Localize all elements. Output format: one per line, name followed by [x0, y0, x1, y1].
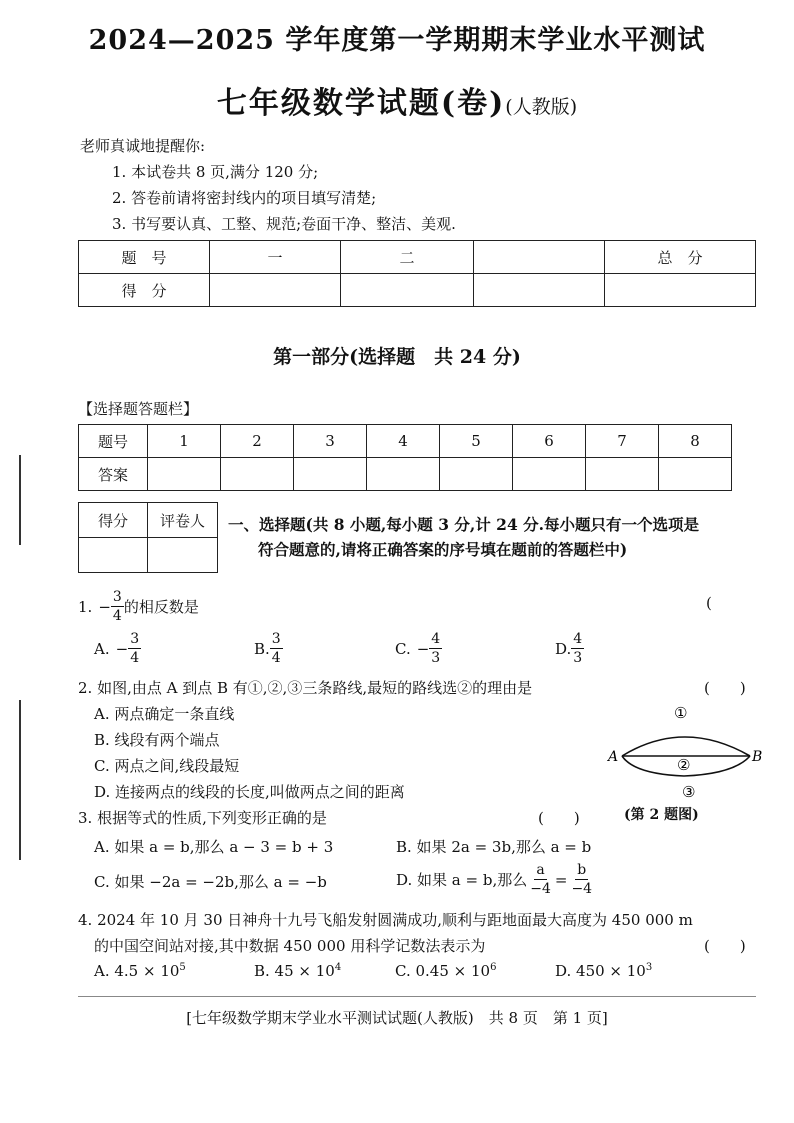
- answer-paren: ( ): [704, 679, 746, 697]
- fraction: [128, 630, 141, 667]
- answer-cell[interactable]: [586, 458, 659, 491]
- option-text: D. 如果 a = b,那么: [396, 871, 528, 889]
- exam-title: 2024—2025 学年度第一学期期末学业水平测试: [88, 25, 706, 56]
- answer-number: 1: [148, 425, 221, 458]
- denominator: 4: [130, 650, 140, 666]
- answer-number: 7: [586, 425, 659, 458]
- question-4-stem: 4. 2024 年 10 月 30 日神舟十九号飞船发射圆满成功,顺利与距地面最大高度为 450 000 m: [78, 911, 693, 929]
- answer-number: 2: [221, 425, 294, 458]
- answer-number: 3: [294, 425, 367, 458]
- notice-item: 1. 本试卷共 8 页,满分 120 分;: [112, 163, 319, 181]
- score-row-label: 得 分: [79, 274, 210, 307]
- score-cell[interactable]: [341, 274, 474, 307]
- score-header-cell: 题 号: [79, 241, 210, 274]
- score-table: [78, 240, 756, 307]
- grader-score-label: 得分: [79, 503, 148, 538]
- grader-score-cell[interactable]: [79, 538, 148, 573]
- answer-cell[interactable]: [367, 458, 440, 491]
- route-1-label: ①: [674, 704, 688, 722]
- answer-table: [78, 424, 732, 491]
- exponent: 6: [490, 962, 497, 973]
- question-text: 的相反数是: [123, 598, 199, 616]
- option-a[interactable]: A. 如果 a = b,那么 a − 3 = b + 3: [94, 838, 334, 856]
- option-b[interactable]: B. 如果 2a = 3b,那么 a = b: [396, 838, 592, 856]
- equals-sign: =: [554, 870, 568, 889]
- fraction: [429, 630, 442, 667]
- notice-intro: 老师真诚地提醒你:: [80, 137, 206, 155]
- option-text: C. 0.45 × 10: [395, 962, 491, 980]
- option-label: B.: [254, 639, 270, 658]
- fraction: [530, 861, 551, 898]
- numerator: 3: [271, 631, 281, 647]
- grader-reviewer-label: 评卷人: [148, 503, 218, 538]
- section-line: 一、选择题(共 8 小题,每小题 3 分,计 24 分.每小题只有一个选项是: [228, 515, 700, 534]
- answer-paren: ( ): [704, 937, 746, 955]
- option-label: C.: [395, 639, 411, 658]
- option-d[interactable]: [555, 962, 652, 980]
- exponent: 4: [334, 962, 342, 973]
- option-a[interactable]: [94, 630, 141, 667]
- question-2-stem: 2. 如图,由点 A 到点 B 有①,②,③三条路线,最短的路线选②的理由是: [78, 679, 533, 697]
- score-header-cell: 总 分: [605, 241, 756, 274]
- answer-cell[interactable]: [148, 458, 221, 491]
- section-line: 符合题意的,请将正确答案的序号填在题前的答题栏中): [258, 540, 628, 559]
- denominator: 4: [271, 650, 281, 666]
- edition-label: (人教版): [505, 96, 578, 118]
- fraction: [571, 861, 592, 898]
- numerator: a: [536, 862, 545, 878]
- part-title: 第一部分(选择题 共 24 分): [273, 346, 521, 368]
- footer-divider: [78, 996, 756, 997]
- minus-sign: −: [416, 639, 430, 658]
- option-c[interactable]: [395, 630, 442, 667]
- point-a-label: A: [608, 749, 619, 765]
- answer-number: 8: [659, 425, 732, 458]
- score-cell[interactable]: [210, 274, 341, 307]
- answer-cell[interactable]: [659, 458, 732, 491]
- option-text: A. 4.5 × 10: [94, 962, 180, 980]
- denominator: 4: [112, 608, 122, 624]
- fraction: [270, 630, 283, 667]
- option-b[interactable]: B. 线段有两个端点: [94, 731, 220, 749]
- answer-number: 6: [513, 425, 586, 458]
- fraction: [571, 630, 584, 667]
- answer-paren: (: [706, 594, 712, 612]
- option-b[interactable]: [254, 962, 341, 980]
- option-d[interactable]: D. 连接两点的线段的长度,叫做两点之间的距离: [94, 783, 405, 801]
- option-c[interactable]: [395, 962, 496, 980]
- option-d[interactable]: [396, 861, 592, 898]
- section-instructions: [228, 512, 748, 562]
- numerator: b: [577, 862, 587, 878]
- exam-subtitle: [0, 78, 794, 122]
- score-header-cell: [474, 241, 605, 274]
- question-number: 1.: [78, 597, 93, 616]
- denominator: 3: [431, 650, 441, 666]
- page-footer: [七年级数学期末学业水平测试试题(人教版) 共 8 页 第 1 页]: [186, 1009, 608, 1027]
- option-text: D. 450 × 10: [555, 962, 646, 980]
- exponent: 5: [179, 962, 186, 973]
- score-header-cell: 一: [210, 241, 341, 274]
- option-c[interactable]: C. 两点之间,线段最短: [94, 757, 240, 775]
- score-cell[interactable]: [474, 274, 605, 307]
- question-1-stem: [78, 588, 199, 625]
- fraction: [111, 588, 124, 625]
- option-a[interactable]: [94, 962, 186, 980]
- figure-caption: (第 2 题图): [624, 807, 699, 823]
- route-3-label: ③: [682, 783, 696, 800]
- binding-line: [19, 455, 21, 545]
- option-label: A.: [94, 639, 110, 658]
- option-d[interactable]: [555, 630, 584, 667]
- point-b-label: B: [752, 749, 763, 765]
- answer-cell[interactable]: [221, 458, 294, 491]
- binding-line: [19, 700, 21, 860]
- answer-paren: ( ): [538, 809, 580, 827]
- answer-number: 4: [367, 425, 440, 458]
- score-header-cell: 二: [341, 241, 474, 274]
- answer-cell[interactable]: [513, 458, 586, 491]
- numerator: 4: [431, 631, 441, 647]
- grader-table: [78, 502, 218, 573]
- option-c[interactable]: C. 如果 −2a = −2b,那么 a = −b: [94, 873, 327, 891]
- answer-cell[interactable]: [294, 458, 367, 491]
- denominator: 3: [573, 650, 583, 666]
- score-cell[interactable]: [605, 274, 756, 307]
- option-label: D.: [555, 639, 572, 658]
- route-figure: [604, 700, 774, 800]
- numerator: 3: [130, 631, 140, 647]
- answer-number: 5: [440, 425, 513, 458]
- minus-sign: −: [115, 639, 129, 658]
- notice-item: 3. 书写要认真、工整、规范;卷面干净、整洁、美观.: [112, 215, 456, 233]
- answer-cell[interactable]: [440, 458, 513, 491]
- exponent: 3: [645, 962, 653, 973]
- question-4-stem-cont: 的中国空间站对接,其中数据 450 000 用科学记数法表示为: [94, 937, 486, 955]
- minus-sign: −: [98, 597, 111, 616]
- option-text: B. 45 × 10: [254, 962, 335, 980]
- question-3-stem: 3. 根据等式的性质,下列变形正确的是: [78, 809, 327, 827]
- answer-row-label: 答案: [79, 458, 148, 491]
- option-a[interactable]: A. 两点确定一条直线: [94, 705, 235, 723]
- route-2-label: ②: [677, 756, 691, 774]
- denominator: −4: [530, 881, 551, 897]
- answer-bar-label: 【选择题答题栏】: [78, 400, 199, 418]
- notice-item: 2. 答卷前请将密封线内的项目填写清楚;: [112, 189, 377, 207]
- denominator: −4: [571, 881, 593, 897]
- grader-reviewer-cell[interactable]: [148, 538, 218, 573]
- numerator: 3: [112, 589, 122, 605]
- answer-header-label: 题号: [79, 425, 148, 458]
- numerator: 4: [573, 631, 583, 647]
- subject-title: 七年级数学试题(卷): [216, 86, 506, 121]
- option-b[interactable]: [254, 630, 283, 667]
- route-1-curve: [622, 737, 750, 756]
